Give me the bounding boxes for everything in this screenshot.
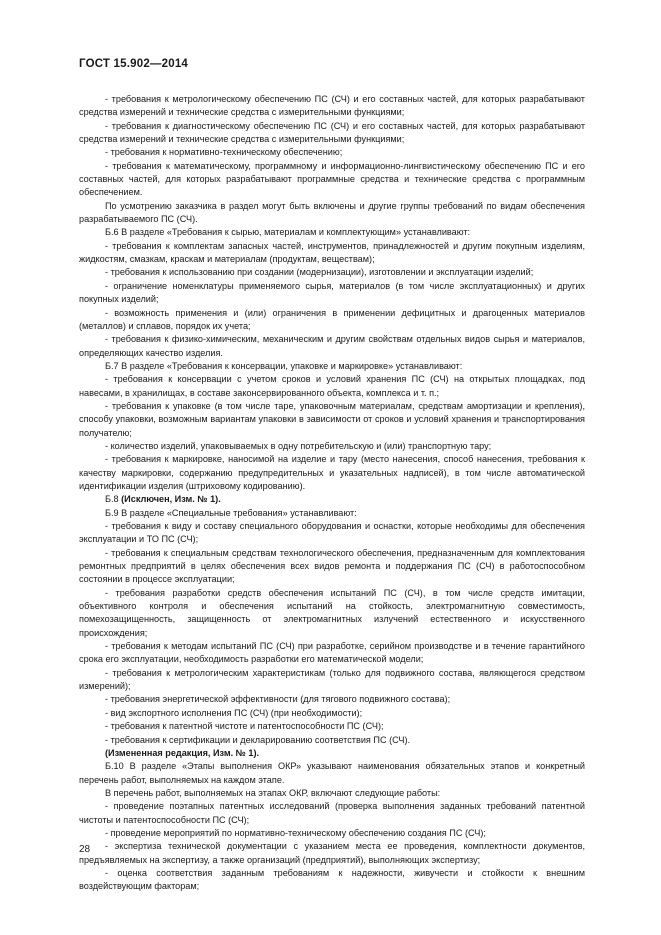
paragraph: - требования к математическому, программному и информационно-лингвистическому обеспечению ПС и его составных частей, для которых разрабатывают программные средства и технические средства с программным обеспечением.	[79, 160, 585, 198]
document-body	[79, 93, 585, 894]
b8-label: Б.8	[105, 494, 122, 505]
paragraph: - вид экспортного исполнения ПС (СЧ) (при необходимости);	[105, 707, 363, 718]
paragraph: - требования к диагностическому обеспечению ПС (СЧ) и его составных частей, для которых разрабатывают средства измерений и технические средства с измерительными функциями;	[79, 120, 585, 145]
paragraph: - ограничение номенклатуры применяемого сырья, материалов (в том числе эксплуатационных) и других покупных изделий;	[79, 280, 585, 305]
amended-note-text: (Измененная редакция, Изм. № 1).	[105, 747, 260, 758]
paragraph: - требования к физико-химическим, механическим и другим свойствам отдельных видов сырья и материалов, определяющих качество изделия.	[79, 334, 585, 358]
paragraph: - требования к упаковке (в том числе таре, упаковочным материалам, средствам амортизации и крепления), способу упаковки, возможным вариантам упаковки в зависимости от сроков и условий хранения и транспортирования получателю;	[79, 400, 585, 438]
paragraph: - требования разработки средств обеспечения испытаний ПС (СЧ), в том числе средств имитации, объективного контроля и обеспечения испытаний на стойкость, электромагнитную совместимость, помехозащищенность, защищенность от электромагнитных излучений естественного и искусственного происхождения;	[79, 587, 585, 638]
paragraph: - количество изделий, упаковываемых в одну потребительскую и (или) транспортную тару;	[105, 440, 492, 451]
paragraph-b8	[79, 493, 585, 506]
paragraph: - требования к метрологическому обеспечению ПС (СЧ) и его составных частей, для которых разрабатывают средства измерений и технические средства с измерительными функциями;	[79, 94, 585, 118]
paragraph: Б.6 В разделе «Требования к сырью, материалам и комплектующим» устанавливают:	[105, 227, 471, 238]
paragraph: - оценка соответствия заданным требованиям к надежности, живучести и стойкости к внешним воздействующим факторам;	[79, 867, 585, 892]
paragraph: - требования к комплектам запасных частей, инструментов, принадлежностей и другим покупным изделиям, жидкостям, смазкам, краскам и материалам (продуктам, веществам);	[79, 240, 585, 265]
paragraph: Б.9 В разделе «Специальные требования» устанавливают:	[105, 507, 357, 518]
paragraph: - проведение поэтапных патентных исследований (проверка выполнения заданных требований патентной чистоты и патентоспособности ПС (СЧ);	[79, 801, 585, 825]
paragraph: - возможность применения и (или) ограничения в применении дефицитных и драгоценных материалов (металлов) и сплавов, порядок их учета;	[79, 307, 585, 331]
paragraph: По усмотрению заказчика в раздел могут быть включены и другие группы требований по видам обеспечения разрабатываемого ПС (СЧ).	[79, 200, 585, 225]
paragraph: - требования к использованию при создании (модернизации), изготовлении и эксплуатации изделий;	[105, 267, 534, 278]
paragraph: - требования к патентной чистоте и патентоспособности ПС (СЧ);	[105, 721, 384, 732]
paragraph: - требования к метрологическим характеристикам (только для подвижного состава, являющегося средством измерений);	[79, 667, 585, 692]
paragraph: - требования к специальным средствам технологического обеспечения, предназначенным для комплектования ремонтных предприятий в целях обеспечения всех видов ремонта и поддержания ПС (СЧ) в работоспособном состоянии в процессе эксплуатации;	[79, 547, 585, 585]
paragraph: - экспертиза технической документации с указанием места ее проведения, комплектности документов, предъявляемых на экспертизу, а также организаций (предприятий), выполняющих экспертизу;	[79, 841, 585, 865]
paragraph: - требования энергетической эффективности (для тягового подвижного состава);	[105, 694, 451, 705]
paragraph: Б.10 В разделе «Этапы выполнения ОКР» указывают наименования обязательных этапов и конкретный перечень работ, выполняемых на каждом этапе.	[79, 761, 585, 785]
paragraph: - требования к виду и составу специального оборудования и оснастки, которые необходимы для обеспечения эксплуатации и ТО ПС (СЧ);	[79, 521, 585, 545]
paragraph: - требования к нормативно-техническому обеспечению;	[105, 147, 343, 158]
amended-note	[79, 747, 585, 760]
document-header: ГОСТ 15.902—2014	[79, 58, 189, 70]
paragraph: - требования к консервации с учетом сроков и условий хранения ПС (СЧ) на открытых площадках, под навесами, в хранилищах, в составе законсервированного объекта, комплекса и т. п.;	[79, 374, 585, 398]
paragraph: - требования к маркировке, наносимой на изделие и тару (место нанесения, способ нанесения, требования к качеству маркировки, содержанию предупредительных и указательных надписей), в том числе автоматической идентификации изделия (штриховому кодированию).	[79, 454, 585, 491]
paragraph: - требования к методам испытаний ПС (СЧ) при разработке, серийном производстве и в течение гарантийного срока его эксплуатации, необходимость разработки его математической модели;	[79, 641, 585, 665]
paragraph: В перечень работ, выполняемых на этапах ОКР, включают следующие работы:	[105, 787, 441, 798]
paragraph: Б.7 В разделе «Требования к консервации, упаковке и маркировке» устанавливают:	[105, 360, 463, 371]
page-number: 28	[79, 844, 91, 855]
b8-excluded-note: (Исключен, Изм. № 1).	[121, 494, 221, 505]
paragraph: - проведение мероприятий по нормативно-техническому обеспечению создания ПС (СЧ);	[105, 827, 486, 838]
paragraph: - требования к сертификации и декларированию соответствия ПС (СЧ).	[105, 734, 411, 745]
